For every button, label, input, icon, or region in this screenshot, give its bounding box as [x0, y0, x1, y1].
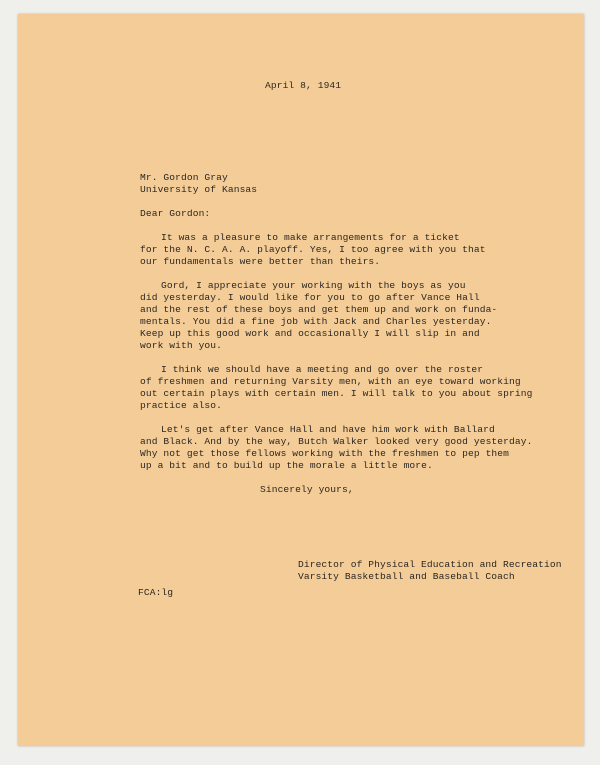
paragraph-4-line: Why not get those fellows working with the freshmen to pep them — [140, 448, 510, 459]
paragraph-3-line: I think we should have a meeting and go over the roster — [161, 364, 484, 375]
paragraph-3-line: out certain plays with certain men. I will talk to you about spring — [140, 388, 533, 399]
paragraph-1-line: It was a pleasure to make arrangements for a ticket — [161, 232, 460, 243]
recipient-institution: University of Kansas — [140, 184, 258, 195]
signature-title-1: Director of Physical Education and Recreation — [298, 559, 562, 570]
paragraph-2-line: work with you. — [140, 340, 223, 351]
paragraph-2-line: mentals. You did a fine job with Jack and Charles yesterday. — [140, 316, 492, 327]
paragraph-3-line: of freshmen and returning Varsity men, with an eye toward working — [140, 376, 521, 387]
paragraph-4-line: up a bit and to build up the morale a little more. — [140, 460, 433, 471]
signature-title-2: Varsity Basketball and Baseball Coach — [298, 571, 515, 582]
paragraph-2-line: did yesterday. I would like for you to go after Vance Hall — [140, 292, 480, 303]
paragraph-4-line: Let's get after Vance Hall and have him work with Ballard — [161, 424, 495, 435]
salutation: Dear Gordon: — [140, 208, 211, 219]
paragraph-2-line: Keep up this good work and occasionally I will slip in and — [140, 328, 480, 339]
letter-date: April 8, 1941 — [265, 80, 342, 91]
closing: Sincerely yours, — [260, 484, 354, 495]
paragraph-4-line: and Black. And by the way, Butch Walker looked very good yesterday. — [140, 436, 533, 447]
letter-page — [18, 14, 584, 746]
paragraph-1-line: for the N. C. A. A. playoff. Yes, I too agree with you that — [140, 244, 486, 255]
reference-initials: FCA:lg — [138, 587, 174, 598]
paragraph-3-line: practice also. — [140, 400, 223, 411]
paragraph-1-line: our fundamentals were better than theirs. — [140, 256, 381, 267]
paragraph-2-line: and the rest of these boys and get them up and work on funda- — [140, 304, 498, 315]
recipient-name: Mr. Gordon Gray — [140, 172, 228, 183]
paragraph-2-line: Gord, I appreciate your working with the boys as you — [161, 280, 466, 291]
